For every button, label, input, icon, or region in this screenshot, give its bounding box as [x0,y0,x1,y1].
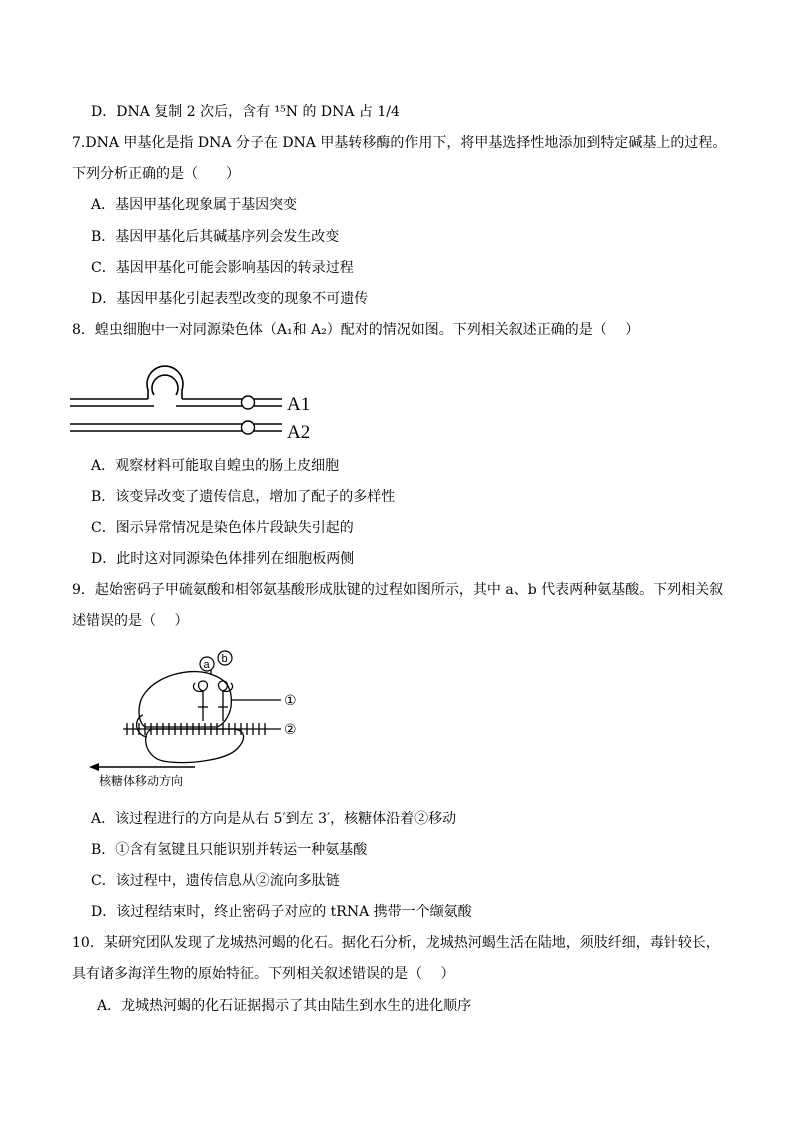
q10-option-a: A．龙城热河蝎的化石证据揭示了其由陆生到水生的进化顺序 [97,998,472,1014]
q9-option-d: D．该过程结束时，终止密码子对应的 tRNA 携带一个缬氨酸 [91,904,472,920]
chromosome-loop-inner [152,375,178,395]
a1-label: A1 [287,394,311,415]
q9-stem-line2: 述错误的是（ ） [72,613,189,629]
q8-option-a: A．观察材料可能取自蝗虫的肠上皮细胞 [91,458,340,474]
q7-option-c: C．基因甲基化可能会影响基因的转录过程 [91,260,354,276]
q9-option-a: A．该过程进行的方向是从右 5′到左 3′，核糖体沿着②移动 [91,811,457,827]
chromosome-pairing-figure [70,350,330,446]
q7-stem-line1: 7.DNA 甲基化是指 DNA 分子在 DNA 甲基转移酶的作用下，将甲基选择性地添加到特定碱基上的过程。 [72,135,727,151]
label-a: a [203,659,210,671]
movement-arrowhead [89,763,99,771]
a2-label: A2 [287,422,311,443]
trna-left [193,681,208,721]
q8-stem: 8．蝗虫细胞中一对同源染色体（A₁和 A₂）配对的情况如图。下列相关叙述正确的是（ ） [72,322,640,338]
translation-figure [85,645,315,790]
label-b: b [221,653,228,665]
q9-stem-line1: 9．起始密码子甲硫氨酸和相邻氨基酸形成肽键的过程如图所示，其中 a、b 代表两种氨基酸。下列相关叙 [72,582,724,598]
q7-option-a: A．基因甲基化现象属于基因突变 [91,197,298,213]
q9-option-c: C．该过程中，遗传信息从②流向多肽链 [91,873,340,889]
a1-centromere [242,396,255,409]
label-2: ② [284,722,297,738]
ribosome-large-subunit [139,672,231,727]
q8-option-c: C．图示异常情况是染色体片段缺失引起的 [91,520,354,536]
trna-right [218,681,233,721]
q6-option-d: D．DNA 复制 2 次后，含有 ¹⁵N 的 DNA 占 1/4 [91,104,400,120]
q7-stem-line2: 下列分析正确的是（ ） [72,166,240,182]
q8-option-d: D．此时这对同源染色体排列在细胞板两侧 [91,551,355,567]
q8-option-b: B．该变异改变了遗传信息，增加了配子的多样性 [91,489,396,505]
q10-stem-line2: 具有诸多海洋生物的原始特征。下列相关叙述错误的是（ ） [72,966,455,982]
q7-option-b: B．基因甲基化后其碱基序列会发生改变 [91,229,340,245]
a2-centromere [242,421,255,434]
label-1: ① [284,693,297,709]
q9-option-b: B．①含有氢键且只能识别并转运一种氨基酸 [91,842,368,858]
q10-stem-line1: 10．某研究团队发现了龙城热河蝎的化石。据化石分析，龙城热河蝎生活在陆地，须肢纤细，毒针较长， [72,935,720,951]
q7-option-d: D．基因甲基化引起表型改变的现象不可遗传 [91,291,369,307]
figure-caption: 核糖体移动方向 [99,774,184,788]
